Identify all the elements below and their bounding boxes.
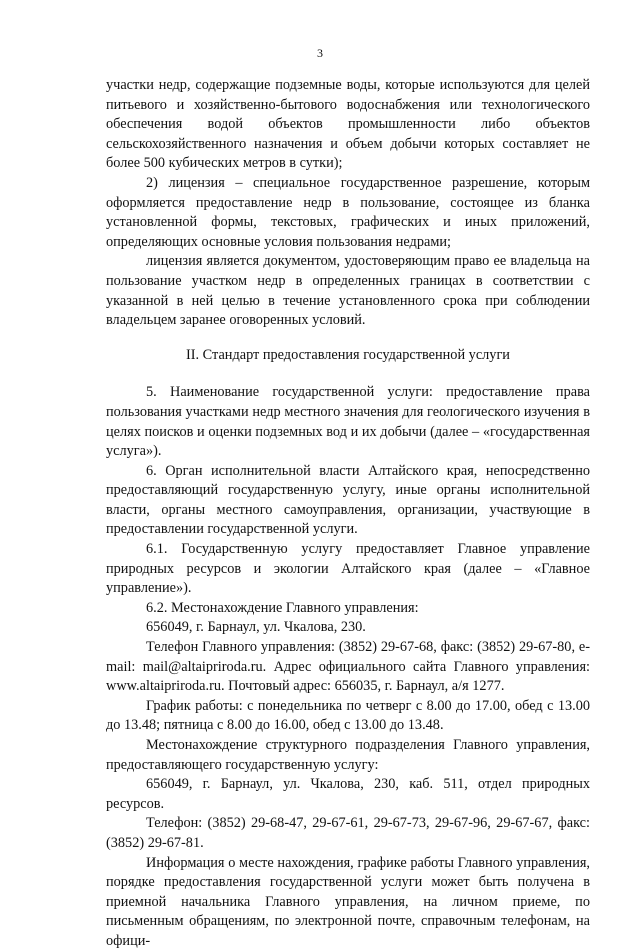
page-body — [106, 76, 590, 952]
paragraph-license-document: лицензия является документом, удостоверяющим право ее владельца на пользование участком недр в определенных границах в соответствии с указанной в ней целью в течение установленного срока при соблюдении владельцем заранее оговоренных условий. — [106, 253, 590, 329]
paragraph-address: 656049, г. Барнаул, ул. Чкалова, 230. — [146, 619, 366, 636]
paragraph-contacts: Телефон Главного управления: (3852) 29-67-68, факс: (3852) 29-67-80, e-mail: mail@altaipriroda.ru. Адрес официального сайта Главного управления: www.altaipriroda.ru. Почтовый адрес: 656035, г. Барнаул, а/я 1277. — [106, 639, 590, 695]
paragraph-service-name: 5. Наименование государственной услуги: предоставление права пользования участками недр местного значения для геологического изучения в целях поисков и оценки подземных вод и их добычи (далее – «государственная услуга»). — [106, 384, 590, 460]
paragraph-license-definition: 2) лицензия – специальное государственное разрешение, которым оформляется предоставление недр в пользование, состоящее из бланка установленной формы, текстовых, графических и иных приложений, определяющих основные условия пользования недрами; — [106, 174, 590, 250]
paragraph-subdivision-address: 656049, г. Барнаул, ул. Чкалова, 230, каб. 511, отдел природных ресурсов. — [106, 776, 590, 812]
paragraph-schedule: График работы: с понедельника по четверг с 8.00 до 17.00, обед с 13.00 до 13.48; пятница с 8.00 до 16.00, обед с 13.00 до 13.48. — [106, 697, 590, 734]
paragraph-executive-body: 6. Орган исполнительной власти Алтайского края, непосредственно предоставляющий государственную услугу, иные органы исполнительной власти, органы местного самоуправления, организации, участвующие в предоставлении государственной услуги. — [106, 462, 590, 538]
page-number: 3 — [317, 46, 323, 60]
paragraph-water-plots: участки недр, содержащие подземные воды, которые используются для целей питьевого и хозяйственно-бытового водоснабжения или технологического обеспечения водой объектов промышленности либо объектов сельскохозяйственного назначения и объем добычи которых составляет не более 500 кубических метров в сутки); — [106, 77, 590, 172]
section-title: II. Стандарт предоставления государственной услуги — [186, 346, 510, 363]
paragraph-subdivision-phones: Телефон: (3852) 29-68-47, 29-67-61, 29-67-73, 29-67-96, 29-67-67, факс: (3852) 29-67-81. — [106, 815, 590, 851]
paragraph-information-sources: Информация о месте нахождения, графике работы Главного управления, порядке предоставления государственной услуги может быть получена в приемной начальника Главного управления, на личном приеме, по письменным обращениям, по электронной почте, справочным телефонам, на офици- — [106, 854, 590, 949]
paragraph-main-department: 6.1. Государственную услугу предоставляет Главное управление природных ресурсов и экологии Алтайского края (далее – «Главное управление»). — [106, 541, 590, 597]
paragraph-location-heading: 6.2. Местонахождение Главного управления: — [146, 599, 419, 616]
paragraph-subdivision-location: Местонахождение структурного подразделения Главного управления, предоставляющего государственную услугу: — [106, 737, 590, 773]
